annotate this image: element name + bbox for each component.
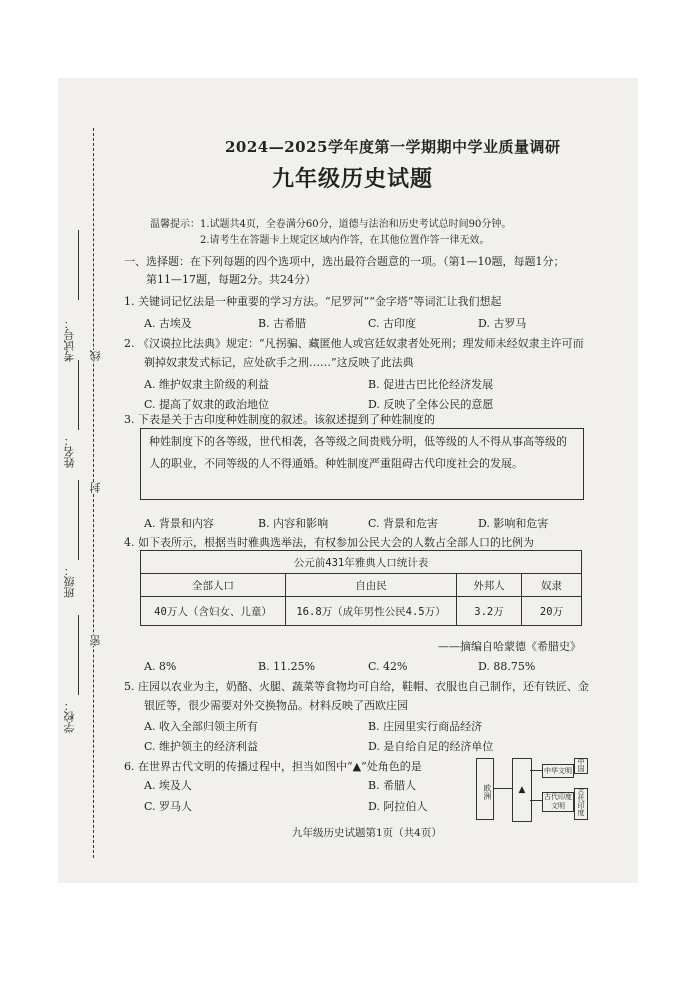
exam-number-label: 考试号：: [63, 318, 76, 362]
tip-line-1: 温馨提示：1.试题共4页，全卷满分60分，道德与法治和历史考试总时间90分钟。: [150, 219, 512, 230]
q2-option-d: D. 反映了全体公民的意愿: [368, 398, 494, 411]
q4-cell-foreign: 3.2万: [457, 597, 522, 626]
exam-subtitle: 九年级历史试题: [272, 166, 434, 192]
q1-option-b: B. 古希腊: [258, 317, 307, 330]
q1-option-c: C. 古印度: [368, 317, 417, 330]
q3-material-text: 种姓制度下的各等级，世代相袭，各等级之间贵贱分明，低等级的人不得从事高等级的人的职业，不同等级的人不得通婚。种姓制度严重阻碍古代印度社会的发展。: [149, 435, 567, 470]
tip-line-2: 2.请考生在答题卡上规定区域内作答，在其他位置作答一律无效。: [200, 235, 490, 246]
q4-cell-total: 40万人（含妇女、儿童）: [141, 597, 286, 626]
q2-option-a: A. 维护奴隶主阶级的利益: [144, 378, 269, 391]
q4-population-table: [140, 550, 582, 626]
q5-option-a: A. 收入全部归领主所有: [144, 720, 258, 733]
section-instruction-1: 一、选择题：在下列每题的四个选项中，选出最符合题意的一项。（第1—10题，每题1分；: [124, 255, 565, 268]
binding-mark-secret: 密: [89, 635, 102, 646]
diagram-arrow-lower: [530, 800, 542, 801]
diagram-india-civ: 古代印度文明: [544, 793, 572, 810]
q4-header-free: 自由民: [286, 574, 457, 597]
q5-option-d: D. 是自给自足的经济单位: [368, 740, 494, 753]
q4-option-d: D. 88.75%: [478, 660, 536, 673]
binding-line: [93, 128, 94, 858]
class-label: 班级：: [63, 565, 76, 598]
q4-header-foreign: 外邦人: [457, 574, 522, 597]
q3-option-b: B. 内容和影响: [258, 517, 329, 530]
section-instruction-2: 第11—17题，每题2分。共24分）: [146, 273, 316, 286]
q4-cell-slave: 20万: [522, 597, 582, 626]
diagram-arrow-upper: [530, 770, 542, 771]
q3-option-d: D. 影响和危害: [478, 517, 549, 530]
q4-cell-free: 16.8万（成年男性公民4.5万）: [286, 597, 457, 626]
q1-option-a: A. 古埃及: [144, 317, 192, 330]
name-label: 姓名：: [63, 435, 76, 468]
diagram-china: 中国: [574, 758, 588, 774]
school-blank: [78, 615, 79, 695]
q6-option-a: A. 埃及人: [144, 779, 192, 792]
diagram-arrow-left: [494, 788, 512, 789]
diagram-europe-box: 欧洲: [476, 758, 494, 820]
q2-stem-1: 2. 《汉谟拉比法典》规定：“凡拐骗、藏匿他人或宫廷奴隶者处死刑；理发师未经奴隶主许可而: [124, 337, 584, 350]
q4-stem: 4. 如下表所示，根据当时雅典选举法，有权参加公民大会的人数占全部人口的比例为: [124, 536, 534, 549]
q4-table-caption: 公元前431年雅典人口统计表: [141, 551, 582, 574]
q6-diagram: [476, 758, 586, 822]
q6-option-d: D. 阿拉伯人: [368, 800, 428, 813]
q6-stem: 6. 在世界古代文明的传播过程中，担当如图中“▲”处角色的是: [124, 760, 422, 773]
binding-mark-line: 线: [89, 350, 102, 361]
diagram-china-civ: 中华文明: [542, 764, 574, 778]
q6-option-b: B. 希腊人: [368, 779, 417, 792]
q3-stem: 3. 下表是关于古印度种姓制度的叙述。该叙述提到了种姓制度的: [124, 413, 435, 426]
q2-stem-2: 剃掉奴隶发式标记，应处砍手之刑……”这反映了此法典: [144, 356, 414, 369]
q4-option-c: C. 42%: [368, 660, 408, 673]
exam-title: 2024—2025学年度第一学期期中学业质量调研: [225, 138, 561, 156]
q4-source: ——摘编自哈蒙德《希腊史》: [438, 640, 581, 653]
exam-number-blank: [78, 230, 79, 300]
school-label: 学校：: [63, 700, 76, 733]
q5-stem-1: 5. 庄园以农业为主，奶酪、火腿、蔬菜等食物均可自给，鞋帽、衣服也自己制作，还有铁匠、金: [124, 680, 589, 693]
q4-header-slave: 奴隶: [522, 574, 582, 597]
q4-option-a: A. 8%: [144, 660, 177, 673]
q5-stem-2: 银匠等，很少需要对外交换物品。材料反映了西欧庄园: [144, 699, 408, 712]
diagram-marker-box: ▲: [512, 758, 532, 822]
q5-option-c: C. 维护领主的经济利益: [144, 740, 259, 753]
q1-option-d: D. 古罗马: [478, 317, 527, 330]
binding-mark-seal: 封: [89, 482, 102, 493]
q6-option-c: C. 罗马人: [144, 800, 193, 813]
q2-option-c: C. 提高了奴隶的政治地位: [144, 398, 270, 411]
q1-stem: 1. 关键词记忆法是一种重要的学习方法。“尼罗河”“金字塔”等词汇让我们想起: [124, 295, 502, 308]
q4-option-b: B. 11.25%: [258, 660, 316, 673]
name-blank: [78, 360, 79, 430]
q2-option-b: B. 促进古巴比伦经济发展: [368, 378, 494, 391]
q3-option-a: A. 背景和内容: [144, 517, 214, 530]
class-blank: [78, 480, 79, 560]
diagram-ancient-india: 古代印度: [574, 788, 588, 820]
q3-option-c: C. 背景和危害: [368, 517, 439, 530]
q4-header-total: 全部人口: [141, 574, 286, 597]
q3-material-box: [140, 428, 584, 500]
page-footer: 九年级历史试题第1页（共4页）: [292, 827, 442, 839]
q5-option-b: B. 庄园里实行商品经济: [368, 720, 483, 733]
